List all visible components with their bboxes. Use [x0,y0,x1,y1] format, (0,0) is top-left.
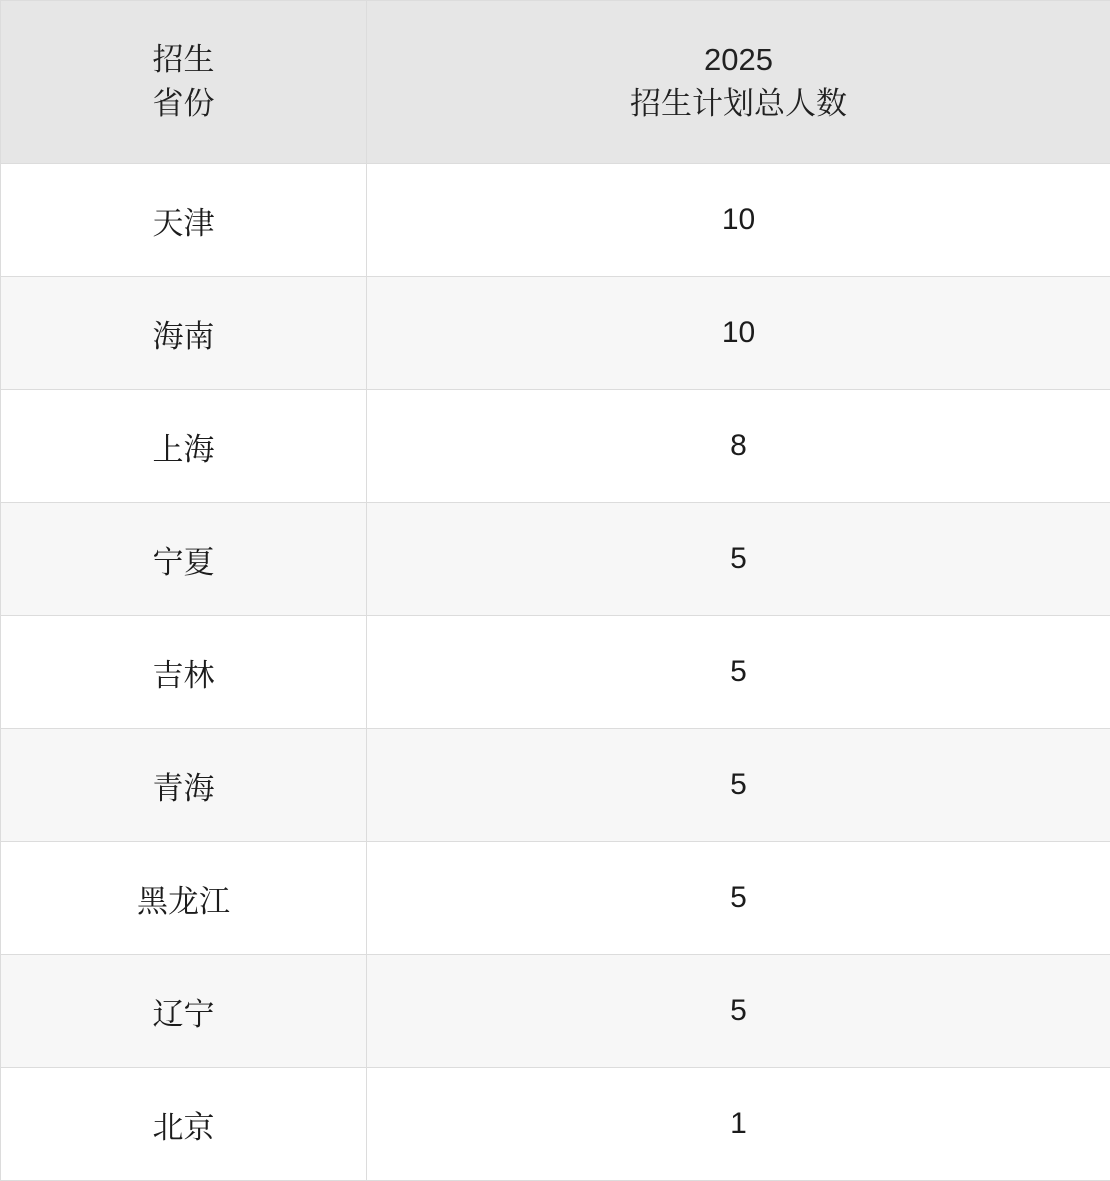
table-row [1,842,1110,955]
header-row [1,1,1110,164]
plan-total-cell: 1 [367,1068,1110,1181]
plan-total-cell: 8 [367,390,1110,503]
table-row [1,503,1110,616]
column-header-plan-total [367,1,1110,164]
plan-total-cell: 5 [367,842,1110,955]
plan-total-cell: 5 [367,616,1110,729]
plan-total-cell: 5 [367,955,1110,1068]
province-cell: 北京 [1,1068,367,1181]
province-cell: 青海 [1,729,367,842]
plan-total-cell: 10 [367,164,1110,277]
table-row [1,616,1110,729]
column-header-province-line-1: 招生 [2,38,365,82]
plan-total-cell: 5 [367,503,1110,616]
table-row [1,729,1110,842]
table-row [1,277,1110,390]
table-row [1,955,1110,1068]
column-header-province-line-2: 省份 [2,82,365,126]
plan-total-cell: 10 [367,277,1110,390]
province-cell: 辽宁 [1,955,367,1068]
table-body [1,164,1110,1181]
province-cell: 上海 [1,390,367,503]
table-row [1,390,1110,503]
province-cell: 吉林 [1,616,367,729]
province-cell: 黑龙江 [1,842,367,955]
table-row [1,1068,1110,1181]
province-cell: 宁夏 [1,503,367,616]
column-header-plan-year: 2025 [368,38,1109,82]
column-header-province [1,1,367,164]
province-cell: 天津 [1,164,367,277]
table-row [1,164,1110,277]
province-cell: 海南 [1,277,367,390]
table-header [1,1,1110,164]
plan-total-cell: 5 [367,729,1110,842]
column-header-plan-label: 招生计划总人数 [368,82,1109,126]
